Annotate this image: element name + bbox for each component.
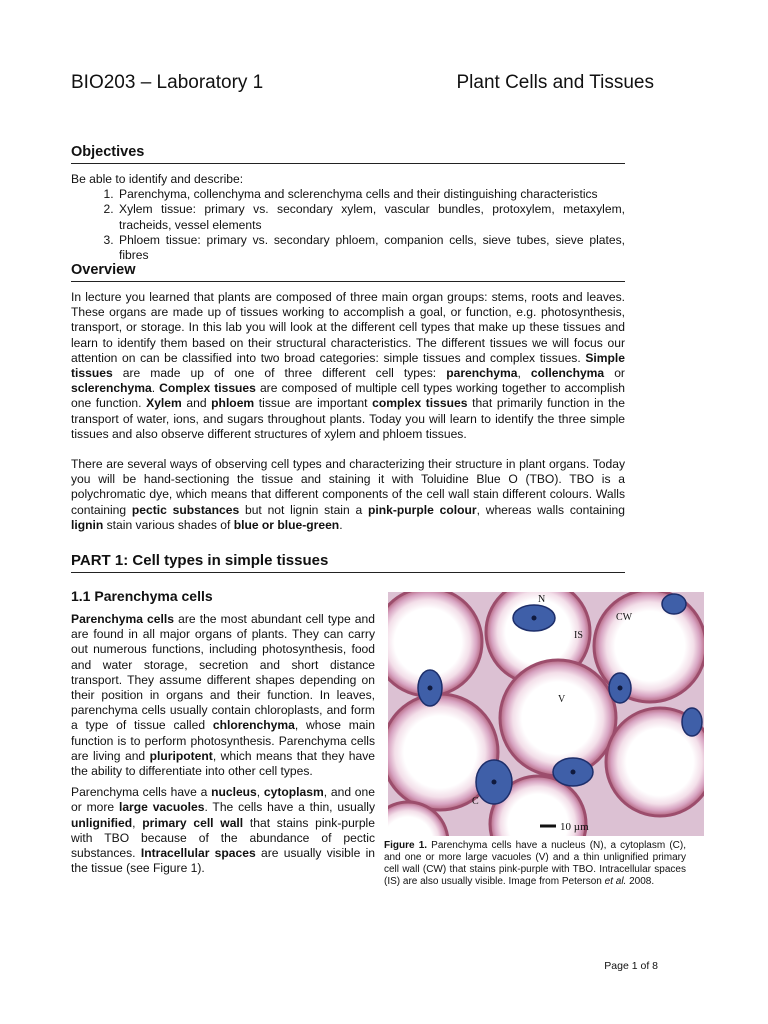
figure-caption: Figure 1. Parenchyma cells have a nucleus (N), a cytoplasm (C), and one or more large vacuoles (V) and a thin unlignified primary cell wall (CW) that stains pink-purple with TBO. Intracellular spaces (IS) are also usually visible. Image from Peterson et al. 2008. [384,840,686,887]
overview-paragraph-1: In lecture you learned that plants are composed of three main organ groups: stems, roots and leaves. These organs are made up of tissues working to accomplish a goal, or function, e.g. photosynthesis, transport, or storage. In this lab you will look at the different cell types that make up these tissues and learn to identify them based on their structural characteristics. The different tissues we will focus our attention on can be classified into two broad categories: simple tissues and complex tissues. Simple tissues are made up of one of three different cell types: parenchyma, collenchyma or sclerenchyma. Complex tissues are composed of multiple cell types working together to accomplish one function. Xylem and phloem tissue are important complex tissues that primarily function in the transport of water, ions, and sugars throughout plants. Today you will learn to identify the three simple tissues and also observe different structures of xylem and phloem tissues. [71,290,625,441]
lab-title: Plant Cells and Tissues [456,72,654,93]
overview-body [71,290,625,533]
course-title: BIO203 – Laboratory 1 [71,72,264,93]
part1-heading: PART 1: Cell types in simple tissues [71,552,625,573]
scale-bar-label: 10 µm [560,821,589,833]
objectives-list [71,187,625,263]
parenchyma-paragraph-2: Parenchyma cells have a nucleus, cytoplasm, and one or more large vacuoles. The cells have a thin, usually unlignified, primary cell wall that stains pink-purple with TBO because of the abundance of pectic substances. Intracellular spaces are usually visible in the tissue (see Figure 1). [71,785,376,876]
page-number: Page 1 of 8 [604,960,658,972]
label-intercellular-space: IS [574,630,583,641]
overview-paragraph-2: There are several ways of observing cell types and characterizing their structure in plant organs. Today you will be hand-sectioning the tissue and staining it with Toluidine Blue O (TBO). TBO is a polychromatic dye, which means that different components of the cell wall stain different colours. Walls containing pectic substances but not lignin stain a pink-purple colour, whereas walls containing lignin stain various shades of blue or blue-green. [71,457,625,532]
label-cytoplasm: C [472,796,479,807]
objective-item: 2. Xylem tissue: primary vs. secondary xylem, vascular bundles, protoxylem, metaxylem, tracheids, vessel elements [117,202,625,232]
micrograph-illustration [388,592,704,836]
objectives-heading: Objectives [71,144,625,164]
overview-heading: Overview [71,262,625,282]
parenchyma-paragraph-1: Parenchyma cells are the most abundant cell type and are found in all major organs of plants. They can carry out numerous functions, including photosynthesis, food and water storage, secretion and short distance transport. They assume different shapes depending on their position in organs and their function. In leaves, parenchyma cells usually contain chloroplasts, and form a type of tissue called chlorenchyma, whose main function is to perform photosynthesis. Parenchyma cells are living and pluripotent, which means that they have the ability to differentiate into other cell types. [71,612,376,779]
objectives-intro: Be able to identify and describe: [71,172,244,186]
objective-item: 1. Parenchyma, collenchyma and sclerenchyma cells and their distinguishing characteristics [117,187,625,202]
objective-item: 3. Phloem tissue: primary vs. secondary phloem, companion cells, sieve tubes, sieve plates, fibres [117,233,625,263]
page-header [71,72,654,100]
objectives-body [71,172,625,263]
label-vacuole: V [558,694,566,705]
parenchyma-subheading: 1.1 Parenchyma cells [71,588,213,604]
parenchyma-micrograph [388,592,704,836]
label-nucleus: N [538,594,546,605]
parenchyma-column-text [71,612,375,876]
label-cell-wall: CW [616,612,633,623]
